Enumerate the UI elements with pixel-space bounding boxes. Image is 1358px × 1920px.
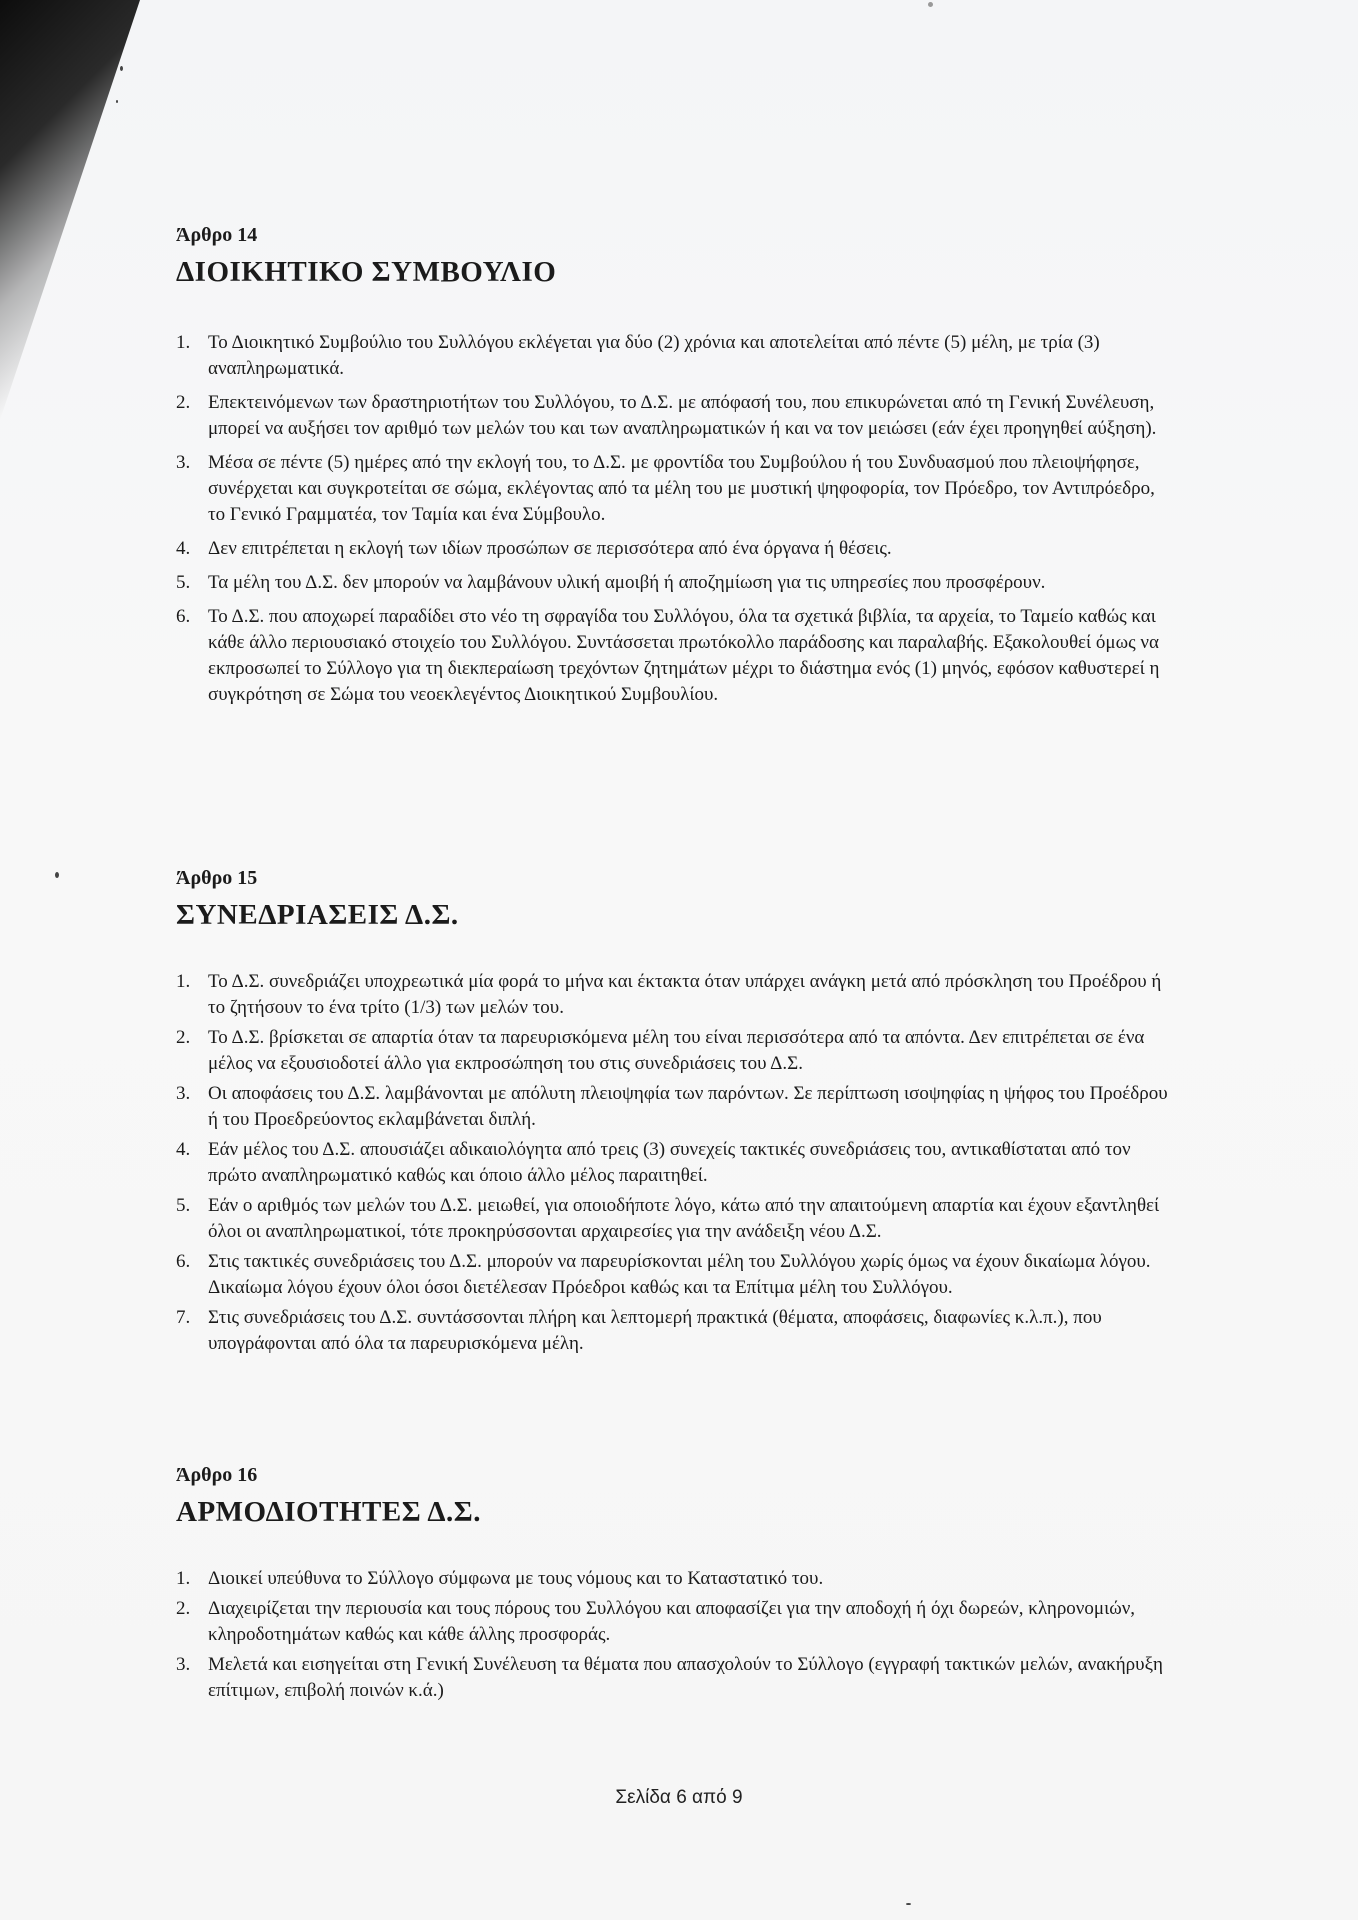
list-item — [176, 1025, 1176, 1077]
article-label: Άρθρο 14 — [176, 224, 258, 246]
list-item — [176, 1652, 1176, 1704]
item-number: 3. — [176, 1083, 191, 1104]
list-item — [176, 604, 1176, 708]
item-number: 7. — [176, 1307, 191, 1328]
list-item — [176, 536, 1176, 562]
item-number: 6. — [176, 606, 191, 627]
scan-speck — [928, 2, 933, 7]
list-item — [176, 1596, 1176, 1648]
item-number: 6. — [176, 1251, 191, 1272]
article-label: Άρθρο 15 — [176, 867, 258, 889]
item-number: 2. — [176, 1598, 191, 1619]
item-number: 3. — [176, 1654, 191, 1675]
article-items — [176, 1566, 1176, 1704]
scan-shadow — [0, 0, 140, 420]
item-number: 2. — [176, 1027, 191, 1048]
item-text: Μέσα σε πέντε (5) ημέρες από την εκλογή του, το Δ.Σ. με φροντίδα του Συμβούλου ή του Συνδυασμού που πλειοψήφησε, συνέρχεται και συγκροτείται σε σώμα, εκλέγοντας από τα μέλη του με μυστική ψηφοφορία, τον Πρόεδρο, τον Αντιπρόεδρο, το Γενικό Γραμματέα, τον Ταμία και ένα Σύμβουλο. — [208, 452, 1155, 525]
item-text: Τα μέλη του Δ.Σ. δεν μπορούν να λαμβάνουν υλική αμοιβή ή αποζημίωση για τις υπηρεσίες που προσφέρουν. — [208, 572, 1046, 593]
article-title: ΣΥΝΕΔΡΙΑΣΕΙΣ Δ.Σ. — [176, 899, 459, 931]
article-title: ΔΙΟΙΚΗΤΙΚΟ ΣΥΜΒΟΥΛΙΟ — [176, 256, 557, 288]
item-number: 4. — [176, 538, 191, 559]
item-number: 1. — [176, 1568, 191, 1589]
list-item — [176, 570, 1176, 596]
list-item — [176, 450, 1176, 528]
list-item — [176, 1566, 1176, 1592]
item-number: 2. — [176, 392, 191, 413]
item-text: Επεκτεινόμενων των δραστηριοτήτων του Συλλόγου, το Δ.Σ. με απόφασή του, που επικυρώνεται από τη Γενική Συνέλευση, μπορεί να αυξήσει τον αριθμό των μελών του και των αναπληρωματικών ή και να τον μειώσει (εάν έχει προηγηθεί αύξηση). — [208, 392, 1157, 439]
item-number: 4. — [176, 1139, 191, 1160]
page-number: Σελίδα 6 από 9 — [615, 1787, 743, 1808]
item-text: Εάν ο αριθμός των μελών του Δ.Σ. μειωθεί, για οποιοδήποτε λόγο, κάτω από την απαιτούμενη απαρτία και έχουν εξαντληθεί όλοι οι αναπληρωματικοί, τότε προκηρύσσονται αρχαιρεσίες για την ανάδειξη νέου Δ.Σ. — [208, 1195, 1160, 1242]
item-text: Στις τακτικές συνεδριάσεις του Δ.Σ. μπορούν να παρευρίσκονται μέλη του Συλλόγου χωρίς όμως να έχουν δικαίωμα λόγου. Δικαίωμα λόγου έχουν όλοι όσοι διετέλεσαν Πρόεδροι καθώς και τα Επίτιμα μέλη του Συλλόγου. — [208, 1251, 1151, 1298]
list-item — [176, 1081, 1176, 1133]
list-item — [176, 330, 1176, 382]
item-text: Δεν επιτρέπεται η εκλογή των ιδίων προσώπων σε περισσότερα από ένα όργανα ή θέσεις. — [208, 538, 892, 559]
item-text: Οι αποφάσεις του Δ.Σ. λαμβάνονται με απόλυτη πλειοψηφία των παρόντων. Σε περίπτωση ισοψηφίας η ψήφος του Προέδρου ή του Προεδρεύοντος εκλαμβάνεται διπλή. — [208, 1083, 1168, 1130]
item-number: 1. — [176, 971, 191, 992]
item-number: 3. — [176, 452, 191, 473]
scan-speck — [906, 1903, 911, 1905]
article-15 — [176, 865, 1176, 1361]
item-text: Το Δ.Σ. συνεδριάζει υποχρεωτικά μία φορά το μήνα και έκτακτα όταν υπάρχει ανάγκη μετά από πρόσκληση του Προέδρου ή το ζητήσουν το ένα τρίτο (1/3) των μελών του. — [208, 971, 1162, 1018]
list-item — [176, 1305, 1176, 1357]
article-label: Άρθρο 16 — [176, 1464, 258, 1486]
item-text: Το Δ.Σ. βρίσκεται σε απαρτία όταν τα παρευρισκόμενα μέλη του είναι περισσότερα από τα απόντα. Δεν επιτρέπεται σε ένα μέλος να εξουσιοδοτεί άλλο για εκπροσώπηση του στις συνεδριάσεις του Δ.Σ. — [208, 1027, 1145, 1074]
list-item — [176, 1137, 1176, 1189]
item-text: Μελετά και εισηγείται στη Γενική Συνέλευση τα θέματα που απασχολούν το Σύλλογο (εγγραφή τακτικών μελών, ανακήρυξη επίτιμων, επιβολή ποινών κ.ά.) — [208, 1654, 1163, 1701]
article-16 — [176, 1462, 1176, 1708]
item-number: 5. — [176, 1195, 191, 1216]
scan-speck — [55, 872, 59, 878]
scan-speck — [116, 100, 118, 103]
list-item — [176, 1193, 1176, 1245]
item-number: 1. — [176, 332, 191, 353]
item-text: Διοικεί υπεύθυνα το Σύλλογο σύμφωνα με τους νόμους και το Καταστατικό του. — [208, 1568, 824, 1589]
item-text: Στις συνεδριάσεις του Δ.Σ. συντάσσονται πλήρη και λεπτομερή πρακτικά (θέματα, αποφάσεις, διαφωνίες κ.λ.π.), που υπογράφονται από όλα τα παρευρισκόμενα μέλη. — [208, 1307, 1102, 1354]
article-14 — [176, 222, 1176, 716]
item-text: Το Δ.Σ. που αποχωρεί παραδίδει στο νέο τη σφραγίδα του Συλλόγου, όλα τα σχετικά βιβλία, τα αρχεία, το Ταμείο καθώς και κάθε άλλο περιουσιακό στοιχείο του Συλλόγου. Συντάσσεται πρωτόκολλο παράδοσης και παραλαβής. Εξακολουθεί όμως να εκπροσωπεί το Σύλλογο για τη διεκπεραίωση τρεχόντων ζητημάτων μέχρι το διάστημα ενός (1) μηνός, εφόσον καθυστερεί η συγκρότηση σε Σώμα του νεοεκλεγέντος Διοικητικού Συμβουλίου. — [208, 606, 1160, 705]
list-item — [176, 390, 1176, 442]
item-text: Το Διοικητικό Συμβούλιο του Συλλόγου εκλέγεται για δύο (2) χρόνια και αποτελείται από πέντε (5) μέλη, με τρία (3) αναπληρωματικά. — [208, 332, 1100, 379]
article-items — [176, 330, 1176, 708]
list-item — [176, 1249, 1176, 1301]
item-number: 5. — [176, 572, 191, 593]
scan-speck — [120, 66, 123, 71]
list-item — [176, 969, 1176, 1021]
item-text: Εάν μέλος του Δ.Σ. απουσιάζει αδικαιολόγητα από τρεις (3) συνεχείς τακτικές συνεδριάσεις του, αντικαθίσταται από τον πρώτο αναπληρωματικό καθώς και όποιο άλλο μέλος παραιτηθεί. — [208, 1139, 1131, 1186]
article-items — [176, 969, 1176, 1357]
article-title: ΑΡΜΟΔΙΟΤΗΤΕΣ Δ.Σ. — [176, 1496, 481, 1528]
item-text: Διαχειρίζεται την περιουσία και τους πόρους του Συλλόγου και αποφασίζει για την αποδοχή ή όχι δωρεών, κληρονομιών, κληροδοτημάτων καθώς και κάθε άλλης προσφοράς. — [208, 1598, 1136, 1645]
